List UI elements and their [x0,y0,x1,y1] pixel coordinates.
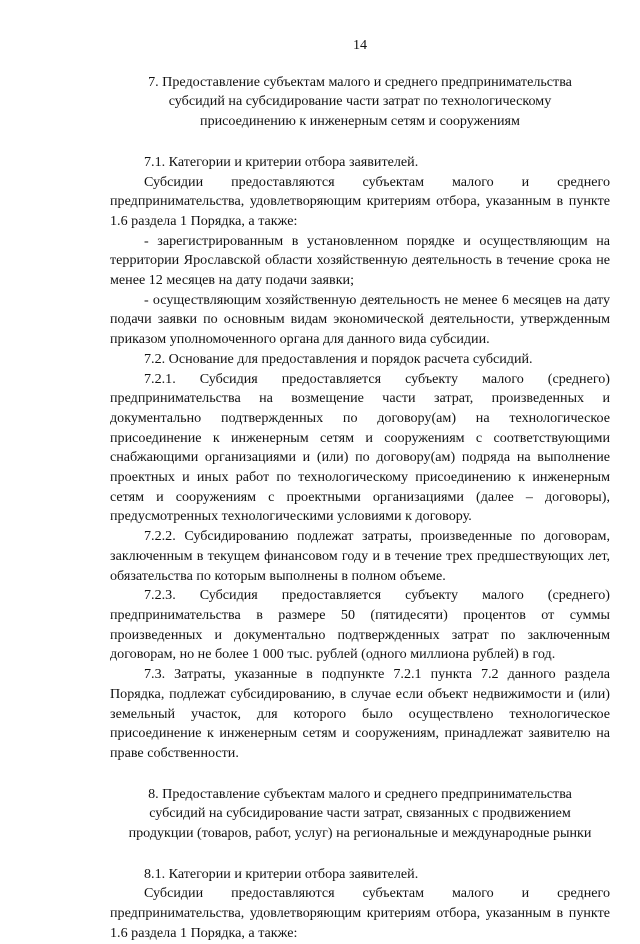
heading-line: субсидий на субсидирование части затрат по технологическому [168,93,552,110]
section-7-heading [110,73,610,132]
paragraph-7-2-3: 7.2.3. Субсидия предоставляется субъекту малого (среднего) предпринимательства в размере 50 (пятидесяти) процентов от суммы произведенных и документально подтвержденных затрат по заключенным договорам, но не более 1 000 тыс. рублей (одного миллиона рублей) в год. [110,587,610,663]
heading-line: присоединению к инженерным сетям и сооружениям [200,113,520,130]
heading-line: 8. Предоставление субъектам малого и среднего предпринимательства [148,785,572,802]
heading-line: субсидий на субсидирование части затрат, связанных с продвижением [149,805,571,822]
paragraph-7-2: 7.2. Основание для предоставления и порядок расчета субсидий. [144,350,533,367]
paragraph-8-1-title: 8.1. Категории и критерии отбора заявителей. [144,865,419,882]
paragraph-7-3: 7.3. Затраты, указанные в подпункте 7.2.1 пункта 7.2 данного раздела Порядка, подлежат субсидированию, в случае если объект недвижимости и (или) земельный участок, для которого было осуществлено технологическое присоединение к инженерным сетям и сооружениям, принадлежат заявителю на праве собственности. [110,666,610,761]
paragraph-8-1-text: Субсидии предоставляются субъектам малого и среднего предпринимательства, удовлетворяющим критериям отбора, указанным в пункте 1.6 раздела 1 Порядка, а также: [110,885,610,941]
paragraph-7-1-title: 7.1. Категории и критерии отбора заявителей. [144,153,419,170]
heading-line: продукции (товаров, работ, услуг) на региональные и международные рынки [128,825,592,842]
page-number: 14 [352,37,368,53]
paragraph-7-2-2: 7.2.2. Субсидированию подлежат затраты, произведенные по договорам, заключенным в текущем финансовом году и в течение трех предшествующих лет, обязательства по которым выполнены в полном объеме. [110,528,610,584]
bullet-activity: - осуществляющим хозяйственную деятельность не менее 6 месяцев на дату подачи заявки по основным видам экономической деятельности, утвержденным приказом уполномоченного органа для данного вида субсидии. [110,291,610,348]
paragraph-7-1-text: Субсидии предоставляются субъектам малого и среднего предпринимательства, удовлетворяющим критериям отбора, указанным в пункте 1.6 раздела 1 Порядка, а также: [110,173,610,229]
paragraph-7-2-1: 7.2.1. Субсидия предоставляется субъекту малого (среднего) предпринимательства на возмещение части затрат, произведенных и документально подтвержденных по договору(ам) на технологическое присоединение к инженерным сетям и сооружениям с соответствующими снабжающими организациями и (или) по договору(ам) подряда на выполнение проектных и иных работ по технологическому присоединению к инженерным сетям и сооружениям с проектными организациями (далее – договоры), предусмотренных технологическими условиями к договору. [110,370,610,525]
heading-line: 7. Предоставление субъектам малого и среднего предпринимательства [148,73,572,90]
section-8-heading [110,785,610,844]
bullet-registered: - зарегистрированным в установленном порядке и осуществляющим на территории Ярославской области хозяйственную деятельность в течение срока не менее 12 месяцев на дату подачи заявки; [110,232,610,289]
